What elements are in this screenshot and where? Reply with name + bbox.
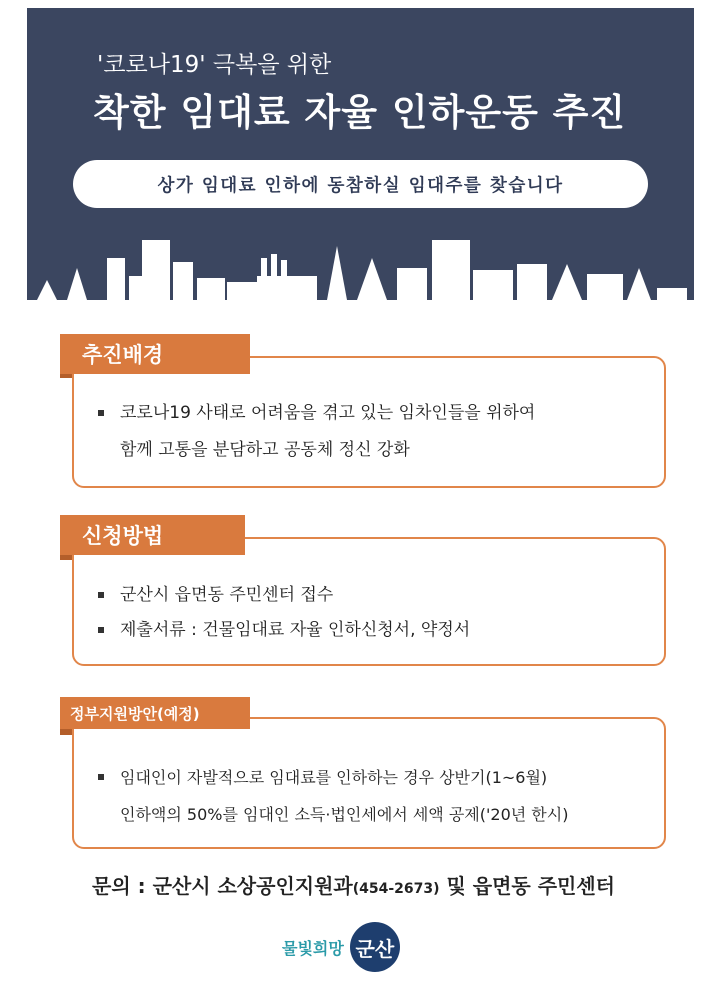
support-bullet-list — [92, 764, 662, 828]
section-tag-application — [60, 515, 245, 555]
city-logo — [282, 922, 400, 972]
bullet-text: 코로나19 사태로 어려움을 겪고 있는 임차인들을 위하여 — [120, 403, 536, 423]
list-item — [92, 400, 652, 464]
bullet-square-icon — [98, 592, 104, 598]
list-item — [92, 764, 662, 828]
bullet-square-icon — [98, 774, 104, 780]
contact-phone: (454-2673) — [352, 881, 440, 897]
bullet-text: 임대인이 자발적으로 임대료를 인하하는 경우 상반기(1~6월) — [120, 768, 548, 787]
section-tag-label: 정부지원방안(예정) — [70, 704, 200, 723]
banner-subtitle: '코로나19' 극복을 위한 — [97, 52, 332, 78]
section-tag-support — [60, 697, 250, 729]
list-item — [92, 617, 652, 644]
city-skyline-illustration — [27, 228, 694, 308]
contact-info — [0, 870, 707, 899]
bullet-text: 제출서류 : 건물임대료 자율 인하신청서, 약정서 — [120, 620, 471, 640]
contact-suffix: 및 읍면동 주민센터 — [439, 874, 615, 898]
bullet-text-continued: 인하액의 50%를 임대인 소득·법인세에서 세액 공제('20년 한시) — [120, 805, 569, 824]
background-bullet-list — [92, 400, 652, 464]
header-banner — [27, 8, 694, 308]
section-tag-label: 신청방법 — [82, 524, 164, 548]
logo-slogan: 물빛희망 — [282, 938, 344, 958]
bullet-square-icon — [98, 627, 104, 633]
application-bullet-list — [92, 582, 652, 644]
bullet-text: 군산시 읍면동 주민센터 접수 — [120, 585, 334, 605]
list-item — [92, 582, 652, 609]
banner-title: 착한 임대료 자율 인하운동 추진 — [93, 91, 627, 134]
section-tag-background — [60, 334, 250, 374]
logo-emblem-icon — [350, 922, 400, 972]
bullet-square-icon — [98, 410, 104, 416]
banner-pill: 상가 임대료 인하에 동참하실 임대주를 찾습니다 — [73, 160, 648, 208]
section-tag-label: 추진배경 — [82, 343, 164, 367]
logo-mark-text: 군산 — [355, 936, 395, 961]
bullet-text-continued: 함께 고통을 분담하고 공동체 정신 강화 — [120, 440, 410, 460]
contact-prefix: 문의 : 군산시 소상공인지원과 — [92, 874, 353, 898]
